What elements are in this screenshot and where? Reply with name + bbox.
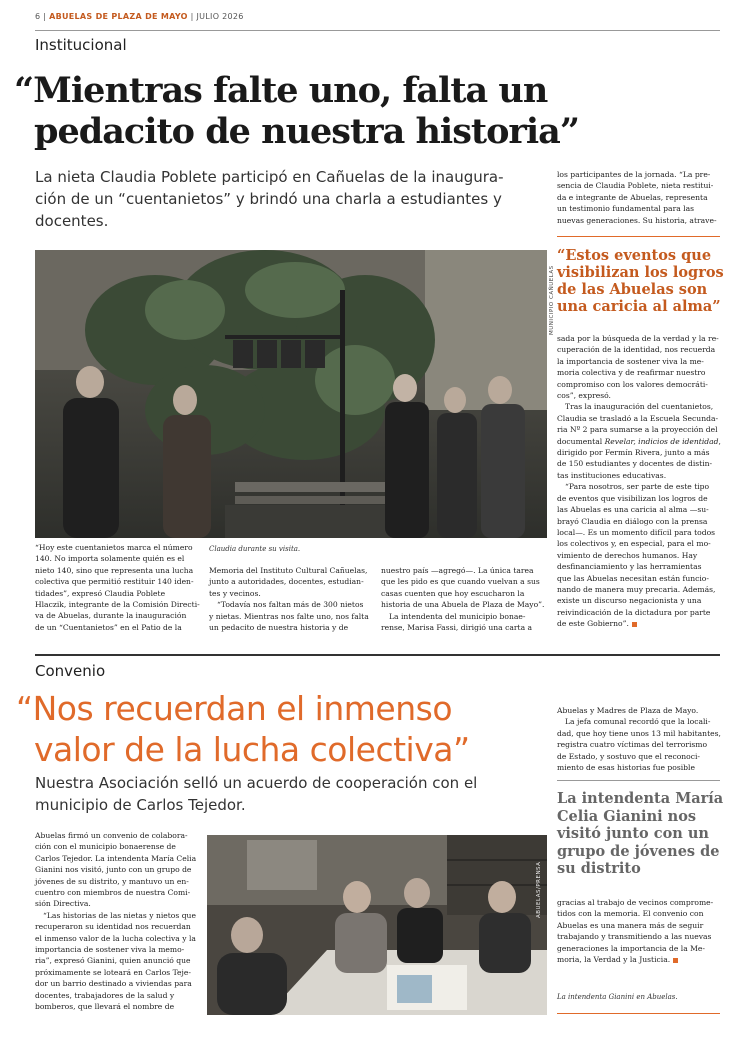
article1-col3	[381, 565, 551, 633]
section-divider	[35, 654, 720, 656]
text-line: los participantes de la jornada. “La pre-	[557, 170, 711, 179]
text-line: existe un discurso negacionista y una	[557, 596, 702, 606]
text-line: compromiso con los valores democráti-	[557, 379, 708, 389]
text-line: reivindicación de la dictadura por parte	[557, 607, 711, 617]
headline-line: pedacito de nuestra historia”	[34, 111, 579, 152]
text-line: historia de una Abuela de Plaza de Mayo”.	[381, 600, 545, 610]
text-line: dor un barrio destinado a viviendas para	[35, 979, 192, 989]
text-line: moria, la Verdad y la Justicia.	[557, 954, 722, 965]
article2-pull-quote	[557, 790, 727, 878]
text-line: va de Abuelas, durante la inauguración	[35, 611, 187, 621]
text-line: próximamente se loteará en Carlos Teje-	[35, 967, 191, 977]
pullquote-rule	[557, 780, 720, 781]
headline-line: “Mientras falte uno, falta un	[14, 70, 548, 111]
text-line: nuevas generaciones. Su historia, atrave-	[557, 215, 717, 225]
text-line: Hlaczik, integrante de la Comisión Directi-	[35, 600, 200, 610]
text-line: miento de esas historias fue posible	[557, 763, 695, 773]
text-line: rense, Marisa Fassi, dirigió una carta a	[381, 623, 533, 633]
text-line: el inmenso valor de la lucha colectiva y la	[35, 933, 196, 943]
photo-credit: ABUELAS/PRENSA	[536, 861, 542, 918]
text-line: Carlos Tejedor. La intendenta María Celia	[35, 853, 197, 863]
text-line: dad, que hoy tiene unos 13 mil habitantes,	[557, 728, 721, 738]
text-line: 140. No importa solamente quién es el	[35, 554, 185, 564]
text-line: sada por la búsqueda de la verdad y la re-	[557, 334, 719, 343]
text-line: cuentro con miembros de nuestra Comi-	[35, 888, 191, 898]
text-line: Abuelas es una manera más de seguir	[557, 920, 704, 930]
text-line: de eventos que visibilizan los logros de	[557, 493, 708, 503]
article2-deck	[35, 772, 555, 816]
text-line: los colectivos y, en especial, para el mo-	[557, 539, 711, 549]
text-line: ria”, expresó Gianini, quien anunció que	[35, 956, 191, 966]
text-line: las Abuelas es una caricia al alma —su-	[557, 505, 709, 515]
text-line: gracias al trabajo de vecinos comprome-	[557, 898, 714, 907]
header-rule	[35, 30, 720, 31]
text-line: ria Nº 2 para sumarse a la proyección del	[557, 425, 718, 435]
text-line: vimiento de derechos humanos. Hay	[557, 550, 698, 560]
article1-col4-top	[557, 169, 722, 226]
article2-photo	[207, 835, 547, 1015]
text-line: tes y vecinos.	[209, 588, 261, 598]
article2-col1	[35, 830, 205, 1013]
text-line: sión Directiva.	[35, 899, 91, 909]
text-line: da e integrante de Abuelas, representa	[557, 192, 708, 202]
pullquote-rule	[557, 236, 720, 237]
publication-name: ABUELAS DE PLAZA DE MAYO	[49, 12, 188, 21]
text-line: y nietas. Mientras nos falte uno, nos falta	[209, 611, 369, 621]
text-line: la importancia de sostener viva la me-	[557, 356, 704, 366]
section-label-institucional: Institucional	[35, 36, 127, 54]
text-line: un pedacito de nuestra historia y de	[209, 623, 349, 633]
text-line: La jefa comunal recordó que la locali-	[565, 717, 711, 727]
text-line: cuperación de la identidad, nos recuerda	[557, 345, 716, 355]
photo-gianini-meeting	[207, 835, 547, 1015]
text-line: un testimonio fundamental para las	[557, 204, 694, 214]
text-line: brayó Claudia en diálogo con la prensa	[557, 516, 708, 526]
end-mark	[673, 958, 678, 963]
text-line: Tras la inauguración del cuentanietos,	[565, 402, 714, 412]
article1-col4-bottom	[557, 333, 722, 630]
documentary-title: Revelar, indicios de identidad	[604, 436, 719, 446]
page-number: 6	[35, 12, 41, 21]
text-line: recuperaron su identidad nos recuerdan	[35, 922, 191, 932]
article2-headline	[16, 688, 556, 770]
text-line: tidades”, expresó Claudia Poblete	[35, 588, 166, 598]
text-line: tidos con la memoria. El convenio con	[557, 909, 704, 919]
text-line: nuestro país —agregó—. La única tarea	[381, 566, 534, 575]
deck-line: docentes.	[35, 212, 109, 230]
text-line: bomberos, que llevará el nombre de	[35, 1002, 175, 1012]
quote-line: visitó junto con un	[557, 825, 709, 842]
text-line: Gianini nos visitó, junto con un grupo de	[35, 865, 192, 875]
text-line: sencia de Claudia Poblete, nieta restitui-	[557, 181, 714, 191]
article2-col4-top	[557, 705, 722, 773]
article1-headline	[14, 70, 734, 152]
headline-line: valor de la lucha colectiva”	[34, 730, 470, 769]
article1-pull-quote	[557, 247, 727, 315]
page-header: 6 | ABUELAS DE PLAZA DE MAYO | JULIO 2026	[35, 12, 244, 21]
text-line: “Para nosotros, ser parte de este tipo	[565, 482, 710, 492]
text-line: nando de manera muy precaria. Además,	[557, 584, 716, 594]
text-line: de este Gobierno”.	[557, 618, 722, 629]
headline-line: “Nos recuerdan el inmenso	[16, 689, 453, 728]
issue-date: JULIO 2026	[196, 12, 244, 21]
photo-caption: Claudia durante su visita.	[209, 545, 301, 553]
text-line: casas cuenten que hoy escucharon la	[381, 588, 525, 598]
text-line: que les pido es que cuando vuelvan a sus	[381, 577, 540, 587]
text-line: “Todavía nos faltan más de 300 nietos	[217, 600, 364, 610]
end-mark	[632, 622, 637, 627]
text-line: cos”, expresó.	[557, 391, 611, 401]
text-line: dirigido por Fermín Rivera, junto a más	[557, 448, 710, 458]
deck-line: Nuestra Asociación selló un acuerdo de cooperación con el	[35, 774, 478, 792]
text-line: que las Abuelas necesitan están funcio-	[557, 573, 709, 583]
quote-line: La intendenta María	[557, 790, 724, 807]
deck-line: municipio de Carlos Tejedor.	[35, 796, 246, 814]
text-line: Memoria del Instituto Cultural Cañuelas,	[209, 566, 368, 575]
quote-line: su distrito	[557, 860, 641, 877]
quote-line: grupo de jóvenes de	[557, 842, 720, 860]
photo-caption: La intendenta Gianini en Abuelas.	[557, 993, 678, 1001]
text-line: docentes, trabajadores de la salud y	[35, 990, 175, 1000]
article1-photo	[35, 250, 547, 538]
text-line: nieto 140, sino que representa una lucha	[35, 565, 194, 575]
text-line: registra cuatro víctimas del terrorismo	[557, 740, 708, 750]
text-line: “Hoy este cuentanietos marca el número	[35, 543, 193, 552]
text-line: de un “Cuentanietos” en el Patio de la	[35, 622, 182, 632]
section-label-convenio: Convenio	[35, 662, 106, 680]
deck-line: ción de un “cuentanietos” y brindó una charla a estudiantes y	[35, 190, 502, 208]
photo-claudia-cuentanietos	[35, 250, 547, 538]
quote-line: “Estos eventos que	[557, 247, 712, 264]
article1-deck	[35, 166, 535, 232]
photo-credit: MUNICIPIO CAÑUELAS	[549, 265, 555, 335]
text-line: importancia de sostener viva la memo-	[35, 945, 185, 955]
text-line: tas instituciones educativas.	[557, 470, 667, 480]
deck-line: La nieta Claudia Poblete participó en Cañuelas de la inaugura-	[35, 168, 504, 186]
text-line: trabajando y transmitiendo a las nuevas	[557, 932, 712, 942]
text-line: Abuelas firmó un convenio de colabora-	[35, 831, 188, 840]
text-line: ción con el municipio bonaerense de	[35, 842, 176, 852]
text-line: “Las historias de las nietas y nietos que	[43, 910, 196, 920]
quote-line: visibilizan los logros	[557, 264, 724, 281]
article2-col4-bottom	[557, 897, 722, 965]
text-line: desfinanciamiento y las herramientas	[557, 562, 702, 572]
text-line: moria colectiva y de reafirmar nuestro	[557, 368, 706, 378]
text-line: documental Revelar, indicios de identidad,	[557, 436, 721, 446]
text-line: jóvenes de su distrito, y mantuvo un en-	[35, 876, 189, 886]
article1-col2	[209, 565, 379, 633]
quote-line: una caricia al alma”	[557, 298, 721, 315]
closing-rule	[557, 1013, 720, 1014]
text-line: Abuelas y Madres de Plaza de Mayo.	[557, 706, 699, 715]
text-line: de Estado, y sostuvo que el reconoci-	[557, 751, 700, 761]
quote-line: Celia Gianini nos	[557, 807, 697, 825]
text-line: de 150 estudiantes y docentes de distin-	[557, 459, 713, 469]
text-line: Claudia se trasladó a la Escuela Secunda-	[557, 413, 719, 423]
article1-col1	[35, 542, 205, 633]
text-line: La intendenta del municipio bonae-	[389, 611, 526, 621]
text-line: colectiva que permitió restituir 140 iden-	[35, 577, 194, 587]
quote-line: de las Abuelas son	[557, 281, 708, 298]
text-line: junto a autoridades, docentes, estudian-	[209, 577, 364, 587]
text-line: local—. Es un momento difícil para todos	[557, 527, 716, 537]
text-line: generaciones la importancia de la Me-	[557, 943, 705, 953]
